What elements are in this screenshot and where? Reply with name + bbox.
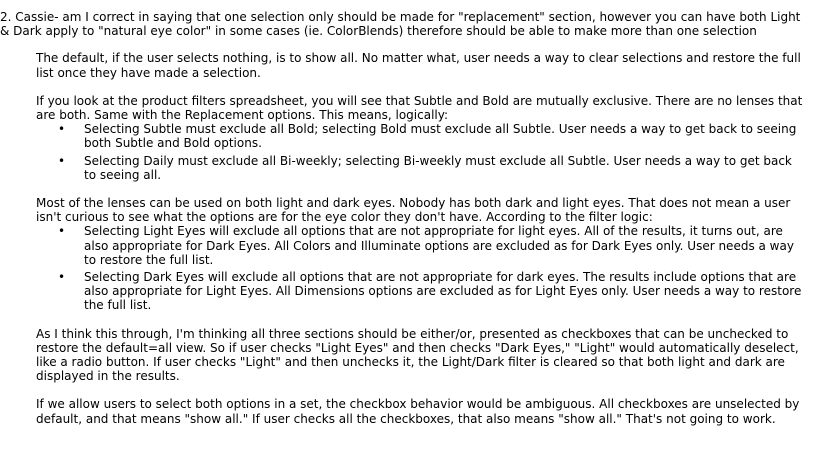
question-text: 2. Cassie- am I correct in saying that one selection only should be made for "replacement" section, however you can have both Light & Dark apply to "natural eye color" in some cases (ie. ColorBlends) therefore should be able to make more than one selection [0, 10, 801, 39]
list-item [36, 122, 803, 150]
list-item-text: Selecting Subtle must exclude all Bold; selecting Bold must exclude all Subtle. User needs a way to get back to seeing both Subtle and Bold options. [84, 122, 797, 151]
list-item [36, 154, 803, 182]
list-item-text: Selecting Dark Eyes will exclude all options that are not appropriate for dark eyes. The results include options that are also appropriate for Light Eyes. All Dimensions options are excluded as for Light Eyes only. User needs a way to restore the full list. [84, 270, 802, 313]
eye-color-bullet-list [36, 224, 803, 312]
answer-block [0, 51, 815, 425]
bullet-icon: • [58, 153, 66, 168]
bullet-icon: • [58, 122, 66, 137]
exclusive-bullet-list [36, 122, 803, 182]
answer-paragraph-eye-color: Most of the lenses can be used on both light and dark eyes. Nobody has both dark and light eyes. That does not mean a user isn't curious to see what the options are for the eye color they don't have. According to the filter logic: [36, 196, 791, 225]
bullet-icon: • [58, 270, 66, 285]
list-item [36, 270, 803, 313]
list-item [36, 224, 803, 267]
list-item-text: Selecting Light Eyes will exclude all options that are not appropriate for light eyes. All of the results, it turns out, are also appropriate for Dark Eyes. All Colors and Illuminate options are excluded as for Dark Eyes only. User needs a way to restore the full list. [84, 224, 794, 267]
answer-paragraph-default: The default, if the user selects nothing, is to show all. No matter what, user needs a way to clear selections and restore the full list once they have made a selection. [36, 51, 801, 80]
answer-paragraph-exclusive: If you look at the product filters spreadsheet, you will see that Subtle and Bold are mutually exclusive. There are no lenses that are both. Same with the Replacement options. This means, logically: [36, 93, 803, 123]
list-item-text: Selecting Daily must exclude all Bi-weekly; selecting Bi-weekly must exclude all Subtle. User needs a way to get back to seeing all. [84, 153, 792, 182]
answer-paragraph-ambiguous: If we allow users to select both options in a set, the checkbox behavior would be ambiguous. All checkboxes are unselected by default, and that means "show all." If user checks all the checkboxes, that also means "show all." That's not going to work. [36, 397, 800, 426]
answer-paragraph-either-or: As I think this through, I'm thinking all three sections should be either/or, presented as checkboxes that can be unchecked to restore the default=all view. So if user checks "Light Eyes" and then checks "Dark Eyes," "Light" would automatically deselect, like a radio button. If user checks "Light" and then unchecks it, the Light/Dark filter is cleared so that both light and dark are displayed in the results. [36, 326, 799, 384]
bullet-icon: • [58, 224, 66, 239]
